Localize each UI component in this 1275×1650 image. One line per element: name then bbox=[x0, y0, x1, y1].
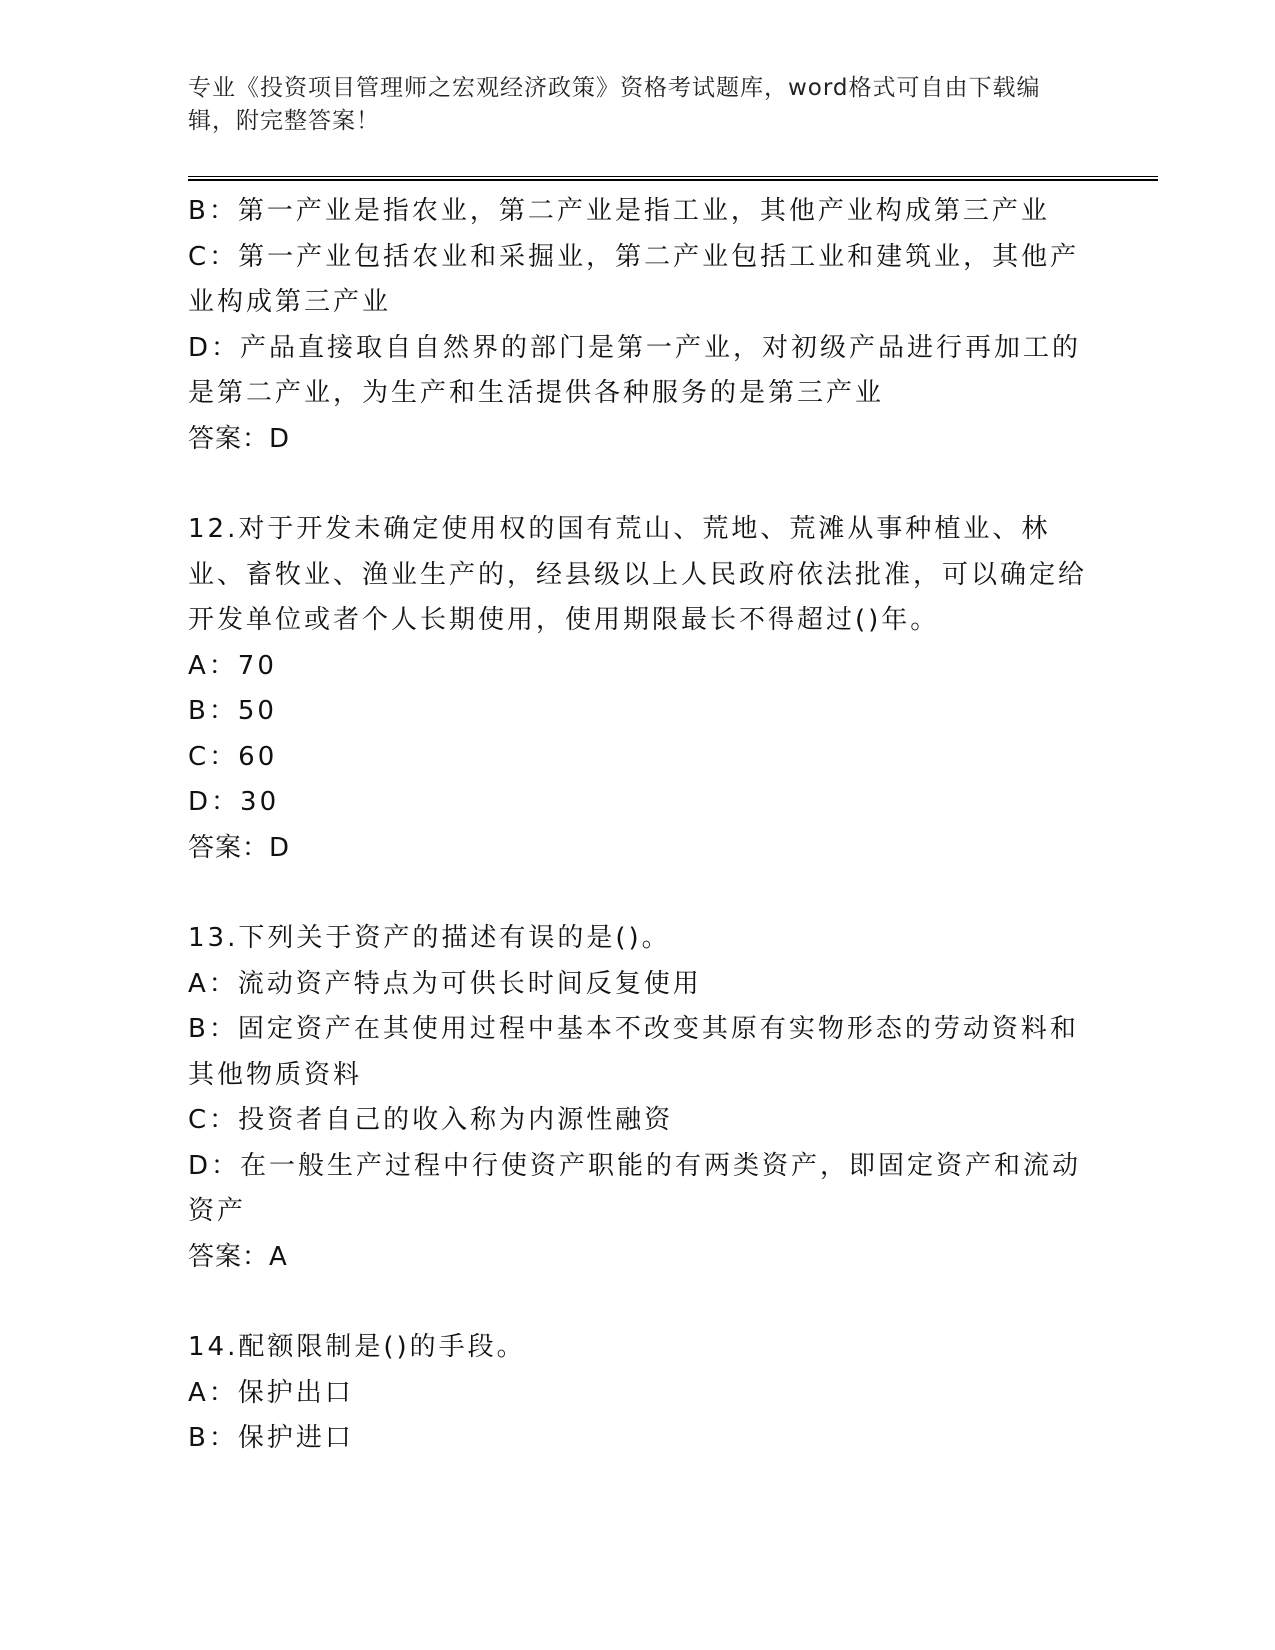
option-b: B：50 bbox=[188, 696, 277, 726]
option-d: D：30 bbox=[188, 787, 280, 817]
option-b: B：固定资产在其使用过程中基本不改变其原有实物形态的劳动资料和其他物质资料 bbox=[188, 1014, 1079, 1090]
spacer bbox=[188, 871, 1088, 916]
spacer bbox=[188, 1280, 1088, 1325]
option-a: A：保护出口 bbox=[188, 1377, 354, 1408]
question-text: 14.配额限制是()的手段。 bbox=[188, 1332, 526, 1362]
answer-line: 答案：D bbox=[188, 832, 291, 863]
option-b: B：保护进口 bbox=[188, 1423, 354, 1453]
option-a: A：流动资产特点为可供长时间反复使用 bbox=[188, 968, 702, 999]
answer-line: 答案：A bbox=[188, 1241, 288, 1272]
document-header: 专业《投资项目管理师之宏观经济政策》资格考试题库，word格式可自由下载编辑，附完整答案！ bbox=[188, 75, 1041, 134]
option-d: D：产品直接取自自然界的部门是第一产业，对初级产品进行再加工的是第二产业，为生产和生活提供各种服务的是第三产业 bbox=[188, 332, 1082, 408]
answer-line: 答案：D bbox=[188, 423, 291, 454]
question-text: 12.对于开发未确定使用权的国有荒山、荒地、荒滩从事种植业、林业、畜牧业、渔业生产的，经县级以上人民政府依法批准，可以确定给开发单位或者个人长期使用，使用期限最长不得超过()年。 bbox=[188, 514, 1088, 635]
question-text: 13.下列关于资产的描述有误的是()。 bbox=[188, 923, 671, 953]
option-a: A：70 bbox=[188, 650, 277, 681]
header-divider bbox=[188, 176, 1158, 181]
spacer bbox=[188, 462, 1088, 507]
option-c: C：第一产业包括农业和采掘业，第二产业包括工业和建筑业，其他产业构成第三产业 bbox=[188, 241, 1080, 317]
option-c: C：投资者自己的收入称为内源性融资 bbox=[188, 1105, 674, 1135]
option-b: B：第一产业是指农业，第二产业是指工业，其他产业构成第三产业 bbox=[188, 196, 1050, 226]
option-d: D：在一般生产过程中行使资产职能的有两类资产，即固定资产和流动资产 bbox=[188, 1150, 1082, 1226]
option-c: C：60 bbox=[188, 741, 278, 772]
document-body bbox=[188, 189, 1088, 1462]
